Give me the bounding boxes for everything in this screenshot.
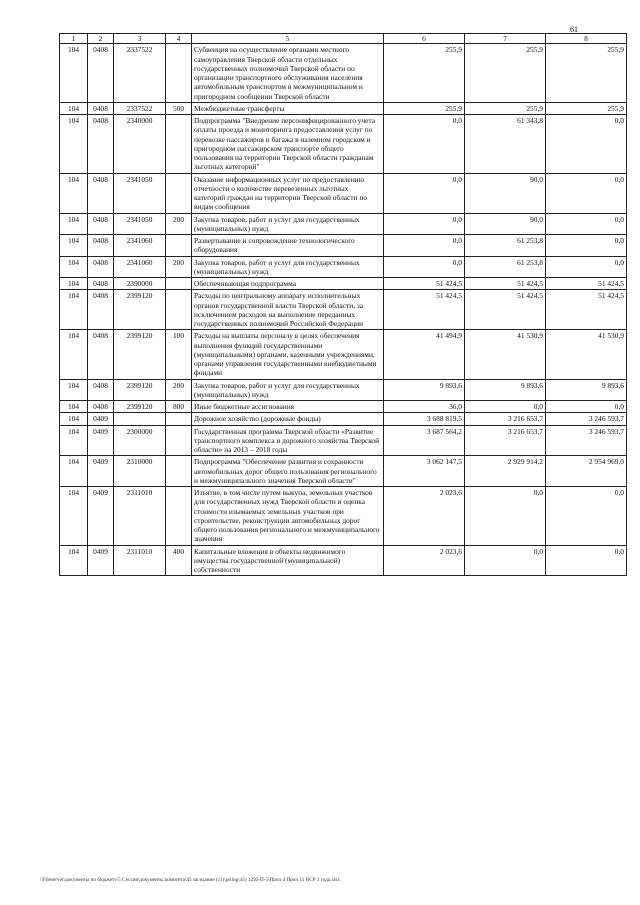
- column-header-2: 2: [88, 34, 114, 44]
- amount-col6: 9 893,6: [384, 379, 465, 401]
- amount-col8: 0,0: [546, 256, 627, 278]
- target-code: 2399120: [114, 379, 166, 401]
- subsection-code: 0408: [88, 278, 114, 290]
- item-name: Иные бюджетные ассигнования: [192, 401, 384, 413]
- item-name: Обеспечивающая подпрограмма: [192, 278, 384, 290]
- item-name: Оказание информационных услуг по предоставлению отчетности о количестве перевезенных льготных категорий граждан на территории Тверской области по видам сообщения: [192, 173, 384, 213]
- section-code: 104: [60, 213, 88, 235]
- amount-col8: 3 246 593,7: [546, 425, 627, 456]
- column-header-8: 8: [546, 34, 627, 44]
- table-row: [60, 413, 627, 425]
- amount-col7: 0,0: [465, 545, 546, 576]
- item-name: Государственная программа Тверской области «Развитие транспортного комплекса и дорожного хозяйства Тверской области» на 2013 – 2018 годы: [192, 425, 384, 456]
- amount-col7: 255,9: [465, 44, 546, 103]
- expense-type-code: [166, 278, 192, 290]
- expense-type-code: [166, 290, 192, 330]
- target-code: 2341060: [114, 235, 166, 257]
- target-code: 2399120: [114, 290, 166, 330]
- item-name: Подпрограмма "Внедрение персонифицированного учета оплаты проезда и мониторинга предоставления услуг по перевозке пассажиров и багажа в наземном городском и пригородном пассажирском транспорте общего пользования на территории Тверской области гражданам льготных категорий": [192, 115, 384, 174]
- amount-col8: 9 893,6: [546, 379, 627, 401]
- amount-col6: 41 494,9: [384, 330, 465, 379]
- section-code: 104: [60, 290, 88, 330]
- expense-type-code: [166, 456, 192, 487]
- amount-col7: 0,0: [465, 401, 546, 413]
- expense-type-code: [166, 173, 192, 213]
- table-row: [60, 213, 627, 235]
- item-name: Развертывание и сопровождение технологического оборудования: [192, 235, 384, 257]
- amount-col7: 0,0: [465, 487, 546, 546]
- table-row: [60, 425, 627, 456]
- target-code: 2341050: [114, 173, 166, 213]
- column-header-6: 6: [384, 34, 465, 44]
- amount-col7: 61 253,8: [465, 256, 546, 278]
- target-code: 2341050: [114, 213, 166, 235]
- expense-type-code: [166, 235, 192, 257]
- amount-col8: 0,0: [546, 401, 627, 413]
- amount-col7: 51 424,5: [465, 278, 546, 290]
- column-header-3: 3: [114, 34, 166, 44]
- amount-col7: 3 216 653,7: [465, 425, 546, 456]
- target-code: 2300000: [114, 425, 166, 456]
- amount-col6: 0,0: [384, 173, 465, 213]
- subsection-code: 0408: [88, 256, 114, 278]
- subsection-code: 0409: [88, 425, 114, 456]
- column-header-7: 7: [465, 34, 546, 44]
- amount-col6: 0,0: [384, 213, 465, 235]
- item-name: Изъятие, в том числе путем выкупа, земельных участков для государственных нужд Тверской области и оценка стоимости изымаемых земельных участков при строительстве, реконструкции автомобильных дорог общего пользования регионального и межмуниципального значения: [192, 487, 384, 546]
- expense-type-code: [166, 425, 192, 456]
- item-name: Закупка товаров, работ и услуг для государственных (муниципальных) нужд: [192, 256, 384, 278]
- table-header-row: [60, 34, 627, 44]
- table-row: [60, 290, 627, 330]
- table-row: [60, 256, 627, 278]
- amount-col6: 0,0: [384, 235, 465, 257]
- subsection-code: 0409: [88, 487, 114, 546]
- table-row: [60, 379, 627, 401]
- target-code: [114, 413, 166, 425]
- amount-col7: 41 530,9: [465, 330, 546, 379]
- amount-col6: 3 688 819,5: [384, 413, 465, 425]
- subsection-code: 0409: [88, 413, 114, 425]
- item-name: Межбюджетные трансферты: [192, 102, 384, 114]
- amount-col7: 61 253,8: [465, 235, 546, 257]
- column-header-5: 5: [192, 34, 384, 44]
- expense-type-code: 500: [166, 102, 192, 114]
- target-code: 2311010: [114, 487, 166, 546]
- section-code: 104: [60, 425, 88, 456]
- expense-type-code: 400: [166, 545, 192, 576]
- amount-col6: 255,9: [384, 102, 465, 114]
- section-code: 104: [60, 102, 88, 114]
- amount-col6: 2 023,6: [384, 545, 465, 576]
- table-row: [60, 401, 627, 413]
- section-code: 104: [60, 173, 88, 213]
- amount-col8: 2 954 969,0: [546, 456, 627, 487]
- page-number: 61: [570, 25, 578, 34]
- amount-col8: 0,0: [546, 213, 627, 235]
- item-name: Дорожное хозяйство (дорожные фонды): [192, 413, 384, 425]
- amount-col8: 255,9: [546, 44, 627, 103]
- item-name: Подпрограмма "Обеспечение развития и сохранности автомобильных дорог общего пользования регионального и межмуниципального значения Тверской области": [192, 456, 384, 487]
- amount-col7: 3 216 653,7: [465, 413, 546, 425]
- subsection-code: 0408: [88, 379, 114, 401]
- amount-col6: 36,0: [384, 401, 465, 413]
- item-name: Расходы по центральному аппарату исполнительных органов государственной власти Тверской области, за исключением расходов на выполнение переданных государственных полномочий Российской Федерации: [192, 290, 384, 330]
- target-code: 2310000: [114, 456, 166, 487]
- subsection-code: 0408: [88, 401, 114, 413]
- amount-col8: 51 424,5: [546, 290, 627, 330]
- column-header-1: 1: [60, 34, 88, 44]
- amount-col7: 9 893,6: [465, 379, 546, 401]
- amount-col8: 0,0: [546, 487, 627, 546]
- target-code: 2337522: [114, 44, 166, 103]
- expense-type-code: 200: [166, 256, 192, 278]
- subsection-code: 0408: [88, 235, 114, 257]
- amount-col8: 255,9: [546, 102, 627, 114]
- item-name: Капитальные вложения в объекты недвижимого имущества государственной (муниципальной) собственности: [192, 545, 384, 576]
- amount-col7: 2 929 914,2: [465, 456, 546, 487]
- amount-col8: 0,0: [546, 173, 627, 213]
- target-code: 2340000: [114, 115, 166, 174]
- section-code: 104: [60, 235, 88, 257]
- subsection-code: 0408: [88, 44, 114, 103]
- table-row: [60, 115, 627, 174]
- table-row: [60, 278, 627, 290]
- amount-col6: 3 687 564,2: [384, 425, 465, 456]
- table-row: [60, 545, 627, 576]
- table-row: [60, 487, 627, 546]
- table-row: [60, 330, 627, 379]
- item-name: Закупка товаров, работ и услуг для государственных (муниципальных) нужд: [192, 213, 384, 235]
- expense-type-code: 800: [166, 401, 192, 413]
- section-code: 104: [60, 487, 88, 546]
- section-code: 104: [60, 115, 88, 174]
- subsection-code: 0408: [88, 173, 114, 213]
- table-row: [60, 44, 627, 103]
- target-code: 2399120: [114, 330, 166, 379]
- subsection-code: 0408: [88, 290, 114, 330]
- subsection-code: 0409: [88, 456, 114, 487]
- expense-type-code: 200: [166, 213, 192, 235]
- expense-type-code: [166, 413, 192, 425]
- section-code: 104: [60, 413, 88, 425]
- section-code: 104: [60, 401, 88, 413]
- expense-type-code: [166, 115, 192, 174]
- item-name: Закупка товаров, работ и услуг для государственных (муниципальных) нужд: [192, 379, 384, 401]
- table-row: [60, 456, 627, 487]
- amount-col6: 0,0: [384, 256, 465, 278]
- section-code: 104: [60, 379, 88, 401]
- subsection-code: 0408: [88, 115, 114, 174]
- item-name: Субвенция на осуществление органами местного самоуправления Тверской области отдельных государственных полномочий Тверской области по организации транспортного обслуживания населения автомобильным транспортом в межмуниципальном и пригородном сообщении Тверской области: [192, 44, 384, 103]
- subsection-code: 0408: [88, 102, 114, 114]
- subsection-code: 0408: [88, 213, 114, 235]
- amount-col7: 51 424,5: [465, 290, 546, 330]
- amount-col8: 41 530,9: [546, 330, 627, 379]
- table-row: [60, 173, 627, 213]
- table-row: [60, 102, 627, 114]
- table-row: [60, 235, 627, 257]
- target-code: 2311010: [114, 545, 166, 576]
- budget-table: [59, 33, 627, 576]
- table-body: [60, 44, 627, 576]
- amount-col7: 90,0: [465, 213, 546, 235]
- amount-col8: 0,0: [546, 115, 627, 174]
- target-code: 2337522: [114, 102, 166, 114]
- subsection-code: 0409: [88, 545, 114, 576]
- expense-type-code: [166, 487, 192, 546]
- amount-col6: 3 062 147,5: [384, 456, 465, 487]
- amount-col6: 255,9: [384, 44, 465, 103]
- amount-col8: 51 424,5: [546, 278, 627, 290]
- amount-col8: 3 246 593,7: [546, 413, 627, 425]
- amount-col6: 51 424,5: [384, 290, 465, 330]
- target-code: 2399120: [114, 401, 166, 413]
- amount-col6: 51 424,5: [384, 278, 465, 290]
- amount-col7: 90,0: [465, 173, 546, 213]
- expense-type-code: 100: [166, 330, 192, 379]
- expense-type-code: [166, 44, 192, 103]
- amount-col6: 0,0: [384, 115, 465, 174]
- section-code: 104: [60, 545, 88, 576]
- amount-col6: 2 023,6: [384, 487, 465, 546]
- amount-col7: 255,9: [465, 102, 546, 114]
- column-header-4: 4: [166, 34, 192, 44]
- section-code: 104: [60, 256, 88, 278]
- section-code: 104: [60, 44, 88, 103]
- section-code: 104: [60, 278, 88, 290]
- expense-type-code: 200: [166, 379, 192, 401]
- amount-col8: 0,0: [546, 235, 627, 257]
- section-code: 104: [60, 330, 88, 379]
- subsection-code: 0408: [88, 330, 114, 379]
- amount-col8: 0,0: [546, 545, 627, 576]
- amount-col7: 61 343,8: [465, 115, 546, 174]
- file-path-footer: \\Fileserver\документы по бюджету\5 Сессия\документы комитета\45 заседание (11)\prilog\45) 1292-П-5\Прил 4 Прил 11 ВСР 3 года.xlsx: [40, 877, 340, 883]
- target-code: 2390000: [114, 278, 166, 290]
- target-code: 2341060: [114, 256, 166, 278]
- section-code: 104: [60, 456, 88, 487]
- item-name: Расходы на выплаты персоналу в целях обеспечения выполнения функций государственными (муниципальными) органами, казенными учреждениями, органами управления государственными внебюджетными фондами: [192, 330, 384, 379]
